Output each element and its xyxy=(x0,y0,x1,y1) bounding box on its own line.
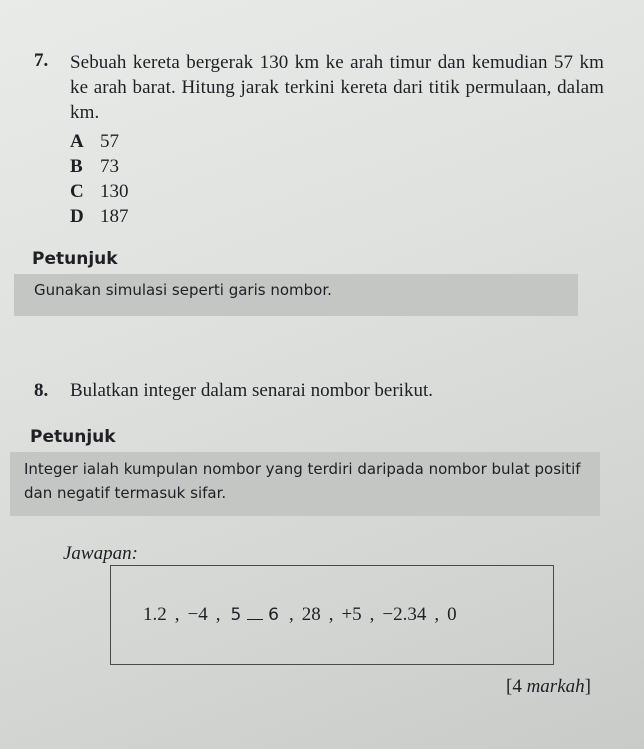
option-letter: D xyxy=(70,206,84,227)
question-7 xyxy=(34,50,604,229)
fraction-bar xyxy=(247,619,263,620)
number-item[interactable]: 1.2 xyxy=(143,604,167,625)
option-value: 187 xyxy=(100,206,129,227)
marks-label xyxy=(506,676,591,698)
number-item[interactable]: +5 xyxy=(341,604,362,625)
option-d[interactable] xyxy=(70,204,604,229)
separator: , xyxy=(288,604,294,625)
fraction-item[interactable] xyxy=(230,605,278,625)
question-text: Bulatkan integer dalam senarai nombor berikut. xyxy=(70,380,433,401)
option-letter: C xyxy=(70,181,84,202)
option-c[interactable] xyxy=(70,179,604,204)
option-value: 57 xyxy=(100,131,119,152)
option-letter: B xyxy=(70,156,83,177)
question-number: 7. xyxy=(34,50,49,71)
separator: , xyxy=(328,604,334,625)
number-item[interactable]: −4 xyxy=(187,604,208,625)
option-b[interactable] xyxy=(70,154,604,179)
hint-box xyxy=(10,452,600,516)
separator: , xyxy=(174,604,180,625)
option-value: 73 xyxy=(100,156,119,177)
fraction-numerator: 5 xyxy=(230,605,242,625)
question-8 xyxy=(34,380,433,402)
number-item[interactable]: 0 xyxy=(447,604,457,625)
answer-label: Jawapan: xyxy=(63,543,138,564)
number-item[interactable]: 28 xyxy=(301,604,321,625)
option-value: 130 xyxy=(100,181,129,202)
question-number: 8. xyxy=(34,380,49,401)
number-item[interactable]: −2.34 xyxy=(382,604,427,625)
option-letter: A xyxy=(70,131,84,152)
question-text: Sebuah kereta bergerak 130 km ke arah timur dan kemudian 57 km ke arah barat. Hitung jarak terkini kereta dari titik permulaan, dalam km. xyxy=(70,52,604,123)
hint-box xyxy=(14,274,578,316)
hint-title: Petunjuk xyxy=(32,249,118,269)
hint-text: Integer ialah kumpulan nombor yang terdiri daripada nombor bulat positif dan negatif termasuk sifar. xyxy=(24,460,581,502)
separator: , xyxy=(434,604,440,625)
options-list xyxy=(70,129,604,229)
marks-text: [4 markah] xyxy=(506,676,591,697)
number-list xyxy=(143,595,457,635)
separator: , xyxy=(215,604,221,625)
hint-text: Gunakan simulasi seperti garis nombor. xyxy=(34,281,332,299)
hint-title: Petunjuk xyxy=(30,427,116,447)
option-a[interactable] xyxy=(70,129,604,154)
fraction-denominator: 6 xyxy=(268,605,279,625)
separator: , xyxy=(369,604,375,625)
